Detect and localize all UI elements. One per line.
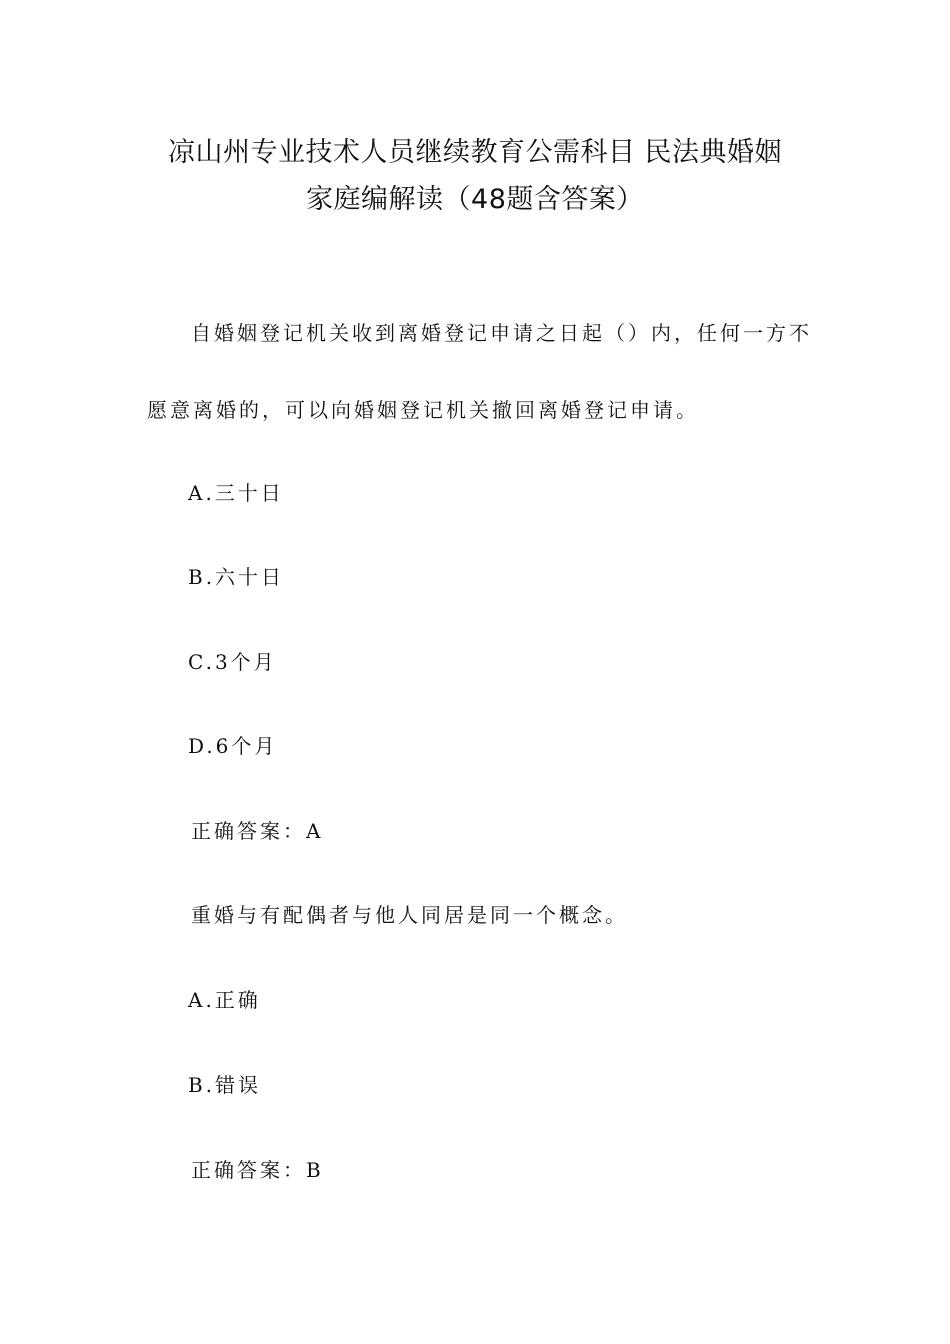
document-title-line-1: 凉山州专业技术人员继续教育公需科目 民法典婚姻 (167, 137, 783, 168)
question-1-text-line-1: 自婚姻登记机关收到离婚登记申请之日起（）内，任何一方不 (191, 321, 812, 345)
question-2-text: 重婚与有配偶者与他人同居是同一个概念。 (191, 903, 628, 927)
question-1-option-b: B.六十日 (188, 565, 285, 589)
question-2-option-b: B.错误 (188, 1073, 262, 1097)
question-2-option-a: A.正确 (188, 988, 261, 1012)
question-1-answer: 正确答案：A (191, 819, 324, 843)
question-1-option-d: D.6个月 (188, 734, 278, 758)
question-1-text-line-2: 愿意离婚的，可以向婚姻登记机关撤回离婚登记申请。 (147, 398, 699, 422)
question-1-option-c: C.3个月 (188, 650, 277, 674)
question-2-answer: 正确答案：B (191, 1158, 324, 1182)
question-1-option-a: A.三十日 (188, 481, 284, 505)
document-title-line-2: 家庭编解读（48题含答案） (306, 184, 644, 215)
